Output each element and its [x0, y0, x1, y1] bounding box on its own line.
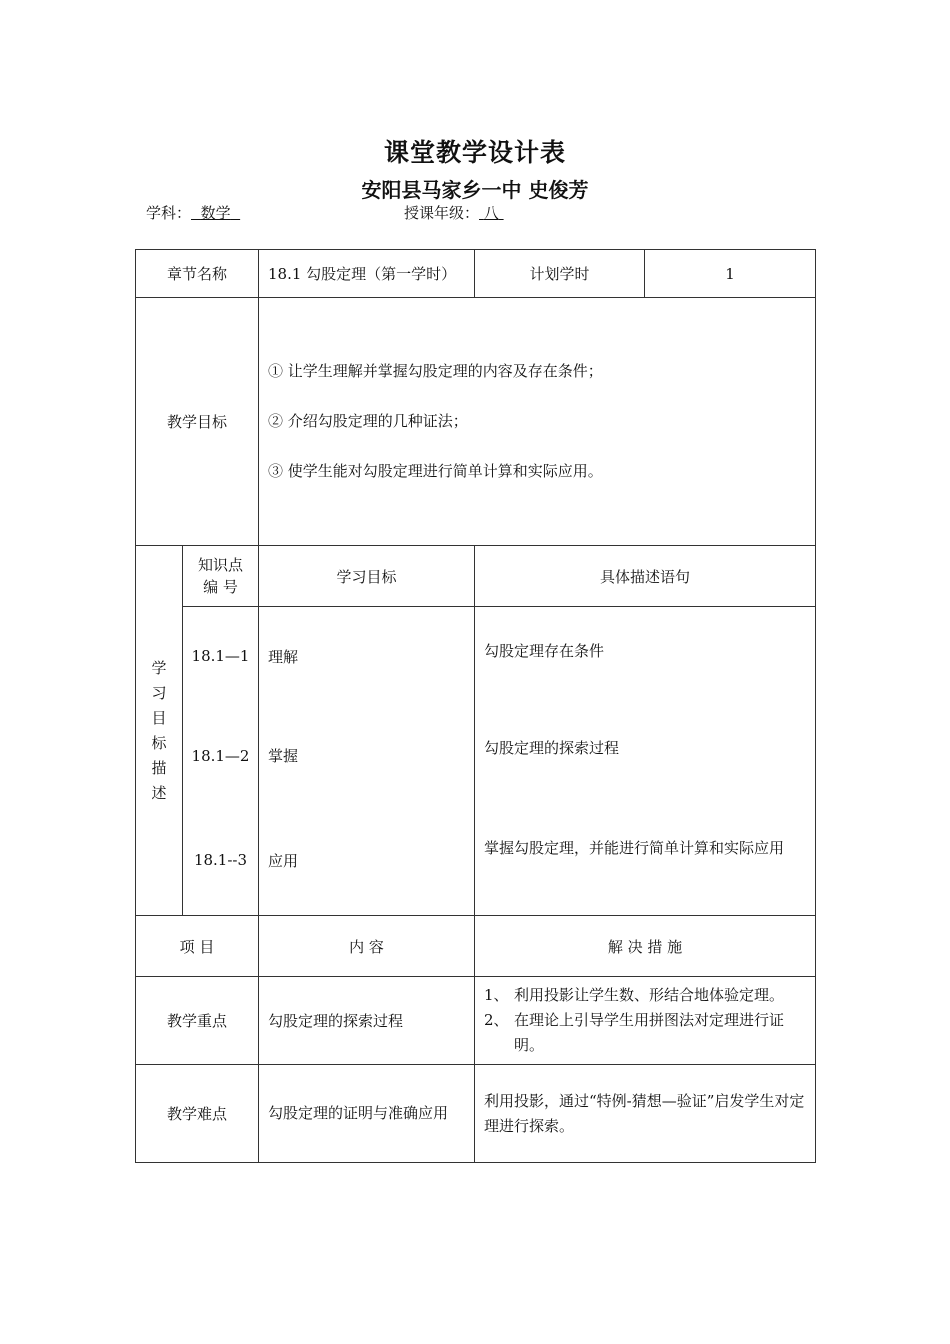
- objectives-label: 教学目标: [136, 298, 259, 546]
- col-goal-header: 学习目标: [259, 546, 475, 607]
- key-point-solutions: [475, 977, 816, 1065]
- chapter-row: [136, 250, 816, 298]
- learning-desc: 勾股定理的探索过程: [475, 706, 816, 806]
- subject-field: [146, 202, 240, 223]
- objectives-row: [136, 298, 816, 546]
- difficulty-solution: 利用投影，通过“特例-猜想—验证”启发学生对定理进行探索。: [475, 1065, 816, 1163]
- objective-item: ① 让学生理解并掌握勾股定理的内容及存在条件；: [268, 362, 603, 380]
- hours-value: 1: [645, 250, 816, 298]
- learning-goal: 理解: [259, 607, 475, 706]
- learning-header-row: [136, 546, 816, 607]
- learning-row: [136, 706, 816, 806]
- page-title: 课堂教学设计表: [383, 138, 566, 167]
- subject-value: 数学: [200, 204, 231, 222]
- col-code-header: 知识点 编 号: [183, 546, 259, 607]
- plan-solution-header: 解 决 措 施: [475, 916, 816, 977]
- plan-content-header: 内 容: [259, 916, 475, 977]
- chapter-label: 章节名称: [136, 250, 259, 298]
- grade-field: [404, 202, 504, 223]
- learning-goal: 掌握: [259, 706, 475, 806]
- learning-row: [136, 806, 816, 916]
- learning-side-label: 学 习 目 标 描 述: [136, 546, 183, 916]
- solution-item: 2、 在理论上引导学生用拼图法对定理进行证明。: [484, 1011, 785, 1054]
- learning-desc: 掌握勾股定理，并能进行简单计算和实际应用: [475, 806, 816, 916]
- knowledge-code: 18.1—2: [183, 706, 259, 806]
- solution-item: 1、 利用投影让学生数、形结合地体验定理。: [484, 986, 785, 1004]
- plan-header-row: [136, 916, 816, 977]
- objective-item: ② 介绍勾股定理的几种证法；: [268, 412, 468, 430]
- col-desc-header: 具体描述语句: [475, 546, 816, 607]
- page-subtitle: 安阳县马家乡一中 史俊芳: [361, 178, 589, 202]
- grade-value: 八: [483, 204, 499, 222]
- key-point-label: 教学重点: [136, 977, 259, 1065]
- key-point-content: 勾股定理的探索过程: [259, 977, 475, 1065]
- knowledge-code: 18.1--3: [183, 806, 259, 916]
- objective-item: ③ 使学生能对勾股定理进行简单计算和实际应用。: [268, 462, 603, 480]
- learning-goal: 应用: [259, 806, 475, 916]
- learning-row: [136, 607, 816, 706]
- hours-label: 计划学时: [475, 250, 645, 298]
- lesson-design-table: [135, 249, 816, 1163]
- plan-item-header: 项 目: [136, 916, 259, 977]
- difficulty-row: [136, 1065, 816, 1163]
- chapter-value: 18.1 勾股定理（第一学时）: [259, 250, 475, 298]
- difficulty-content: 勾股定理的证明与准确应用: [259, 1065, 475, 1163]
- learning-desc: 勾股定理存在条件: [475, 607, 816, 706]
- key-point-row: [136, 977, 816, 1065]
- subject-label: 学科：: [146, 204, 192, 222]
- knowledge-code: 18.1—1: [183, 607, 259, 706]
- objectives-list: [259, 298, 816, 546]
- grade-label: 授课年级：: [404, 204, 480, 222]
- difficulty-label: 教学难点: [136, 1065, 259, 1163]
